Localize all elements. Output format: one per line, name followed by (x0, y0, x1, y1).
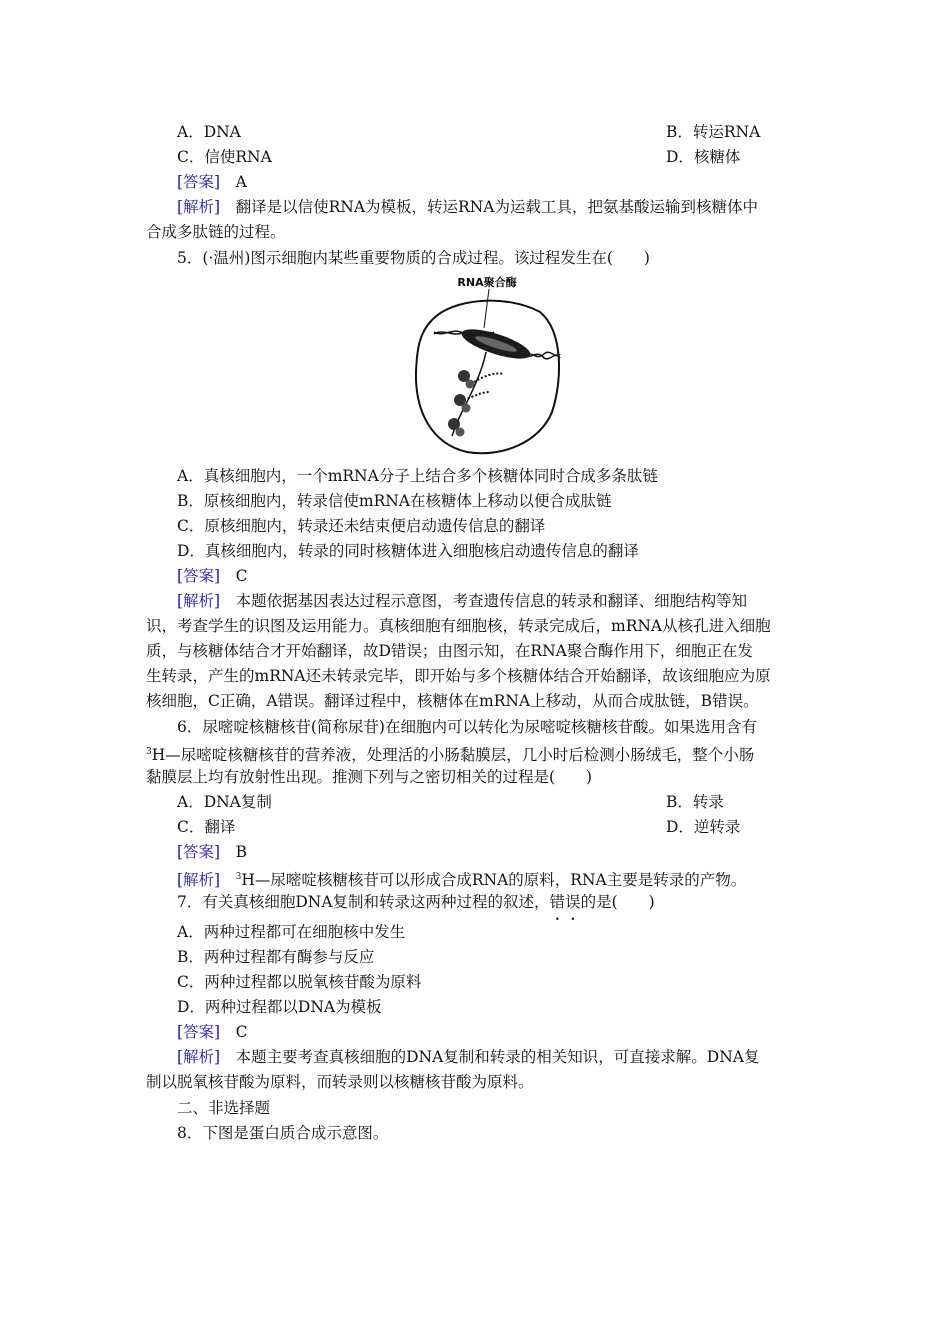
analysis-tag: [解析] (177, 198, 221, 216)
analysis-text: 本题主要考查真核细胞的DNA复制和转录的相关知识，可直接求解。DNA复 (235, 1048, 760, 1066)
q7-stem-text-end: 的是( ) (580, 893, 655, 911)
ribosome-1-small (466, 380, 475, 389)
q5-option-d: D．真核细胞内，转录的同时核糖体进入细胞核启动遗传信息的翻译 (177, 542, 639, 560)
q4-analysis-line-2: 合成多肽链的过程。 (146, 223, 286, 241)
q5-option-b: B．原核细胞内，转录信使mRNA在核糖体上移动以便合成肽链 (177, 492, 612, 510)
q4-option-d: D．核糖体 (666, 148, 741, 166)
answer-tag: [答案] (177, 567, 221, 585)
q4-option-c: C．信使RNA (177, 148, 272, 166)
answer-value: B (235, 843, 248, 861)
q7-analysis-line-2: 制以脱氧核苷酸为原料，而转录则以核糖核苷酸为原料。 (146, 1073, 534, 1091)
q6-stem-line-2 (146, 740, 816, 768)
q5-analysis-line-3: 质，与核糖体结合才开始翻译，故D错误；由图示知，在RNA聚合酶作用下，细胞正在发 (146, 642, 753, 660)
analysis-text: H—尿嘧啶核糖核苷可以形成合成RNA的原料，RNA主要是转录的产物。 (241, 871, 747, 889)
q6-option-a: A．DNA复制 (177, 793, 272, 811)
q5-option-c: C．原核细胞内，转录还未结束便启动遗传信息的翻译 (177, 517, 546, 535)
analysis-text: 本题依据基因表达过程示意图，考查遗传信息的转录和翻译、细胞结构等知 (235, 592, 748, 610)
analysis-text: 翻译是以信使RNA为模板，转运RNA为运载工具，把氨基酸运输到核糖体中 (235, 198, 758, 216)
cell-outline (416, 301, 559, 454)
figure-label: RNA聚合酶 (457, 276, 517, 289)
answer-value: C (235, 567, 248, 585)
answer-value: A (235, 173, 247, 191)
answer-tag: [答案] (177, 1023, 221, 1041)
q7-answer (177, 1020, 847, 1045)
q5-option-a: A．真核细胞内，一个mRNA分子上结合多个核糖体同时合成多条肽链 (177, 467, 658, 485)
q7-stem-text: 7．有关真核细胞DNA复制和转录这两种过程的叙述， (177, 893, 550, 911)
q6-option-c: C．翻译 (177, 818, 236, 836)
q7-option-d: D．两种过程都以DNA为模板 (177, 998, 382, 1016)
answer-tag: [答案] (177, 843, 221, 861)
q7-analysis-line-1 (177, 1045, 847, 1070)
q4-options-row-2 (177, 145, 847, 170)
q5-answer (177, 564, 847, 589)
q5-stem: 5．(·温州)图示细胞内某些重要物质的合成过程。该过程发生在( ) (177, 249, 650, 267)
q7-option-c: C．两种过程都以脱氧核苷酸为原料 (177, 973, 422, 991)
label-pointer-line (484, 289, 489, 328)
analysis-tag: [解析] (177, 592, 221, 610)
q7-stem (177, 890, 847, 915)
emphasis-char-2: 误 (565, 893, 581, 911)
section-title: 二、非选择题 (177, 1099, 271, 1117)
q7-option-b: B．两种过程都有酶参与反应 (177, 948, 375, 966)
q5-analysis-line-2: 识，考查学生的识图及运用能力。真核细胞有细胞核，转录完成后，mRNA从核孔进入细胞 (146, 617, 771, 635)
q6-stem-text: H—尿嘧啶核糖核苷的营养液，处理活的小肠黏膜层，几小时后检测小肠绒毛，整个小肠 (151, 746, 755, 764)
analysis-tag: [解析] (177, 871, 221, 889)
q4-option-a: A．DNA (177, 123, 241, 141)
ribosome-2-small (462, 404, 471, 413)
answer-value: C (235, 1023, 248, 1041)
superscript-3: 3 (146, 747, 152, 757)
superscript-3: 3 (235, 872, 242, 882)
q6-stem-line-1: 6．尿嘧啶核糖核苷(简称尿苷)在细胞内可以转化为尿嘧啶核糖核苷酸。如果选用含有 (177, 718, 757, 736)
answer-tag: [答案] (177, 173, 221, 191)
q6-options-row-1 (177, 790, 847, 815)
q5-analysis-line-1 (177, 589, 847, 614)
q5-analysis-line-4: 生转录，产生的mRNA还未转录完毕，即开始与多个核糖体结合开始翻译，故该细胞应为原 (146, 667, 771, 685)
q6-analysis-line-1 (177, 865, 847, 893)
q6-answer (177, 840, 847, 865)
q6-option-b: B．转录 (666, 793, 724, 811)
q4-options-row-1 (177, 120, 847, 145)
q7-option-a: A．两种过程都可在细胞核中发生 (177, 923, 406, 941)
analysis-tag: [解析] (177, 1048, 221, 1066)
q4-answer (177, 170, 847, 195)
emphasis-char-1: 错 (549, 893, 566, 911)
q6-option-d: D．逆转录 (666, 818, 741, 836)
q8-stem: 8．下图是蛋白质合成示意图。 (177, 1124, 389, 1142)
q5-analysis-line-5: 核细胞，C正确，A错误。翻译过程中，核糖体在mRNA上移动，从而合成肽链，B错误。 (146, 692, 759, 710)
q6-options-row-2 (177, 815, 847, 840)
q4-analysis-line-1 (177, 195, 847, 220)
ribosome-3-small (456, 428, 465, 437)
q4-option-b: B．转运RNA (666, 123, 761, 141)
rna-polymerase-figure (412, 272, 562, 458)
q6-stem-line-3: 黏膜层上均有放射性出现。推测下列与之密切相关的过程是( ) (146, 768, 593, 786)
